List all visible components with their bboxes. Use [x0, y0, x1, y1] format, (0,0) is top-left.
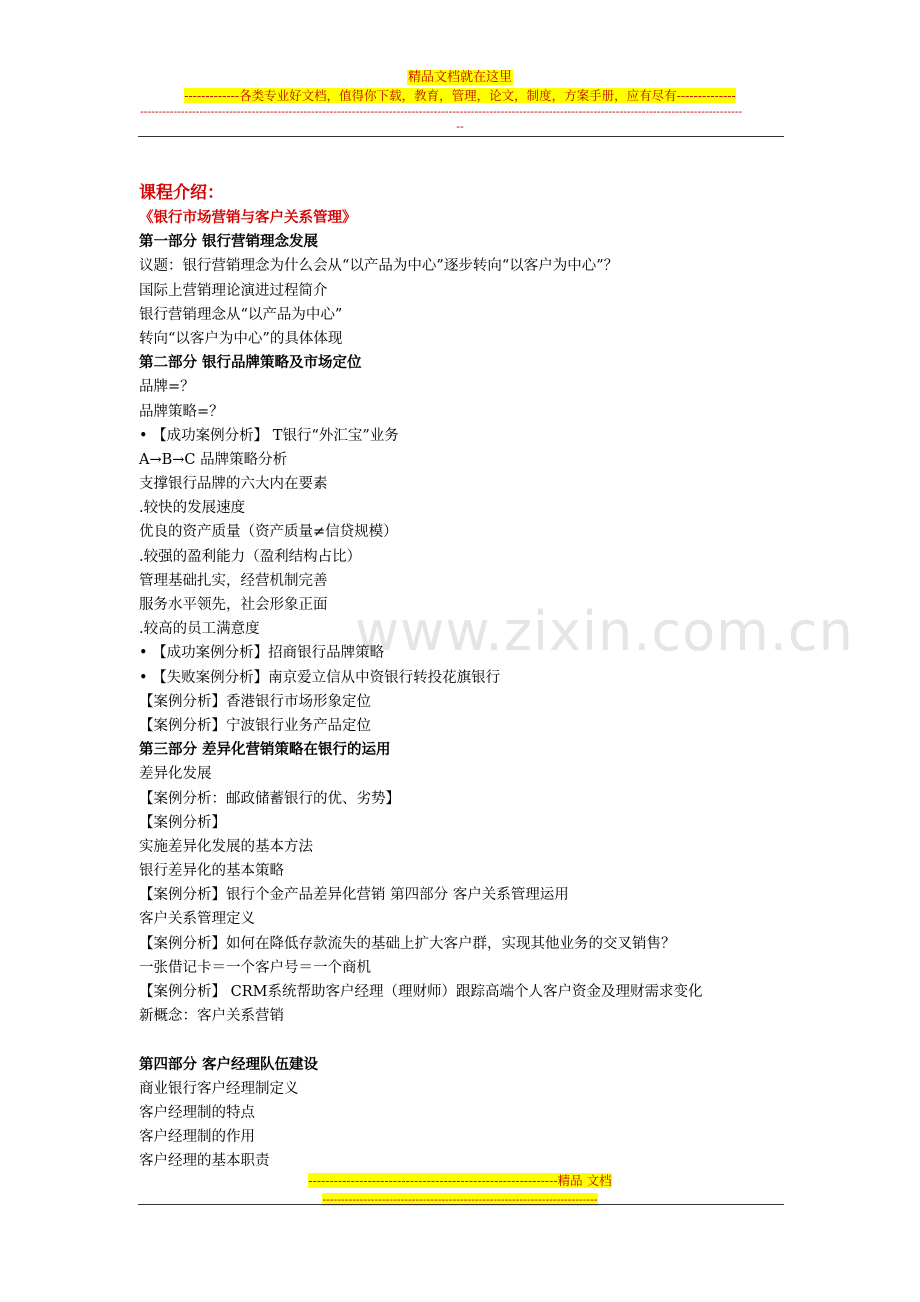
text-line: 支撑银行品牌的六大内在要素 — [139, 476, 328, 493]
text-line: 【案例分析：邮政储蓄银行的优、劣势】 — [139, 790, 400, 807]
footer-text: -----------------------------------------------------------精品 文档 — [308, 1173, 612, 1188]
blank-line — [139, 1028, 789, 1052]
course-heading: 课程介绍： — [139, 183, 224, 203]
section-heading: 第二部分 银行品牌策略及市场定位 — [139, 354, 362, 372]
text-line: 客户经理的基本职责 — [139, 1153, 270, 1170]
text-line: 品牌=？ — [139, 379, 195, 396]
footer-rule — [138, 1204, 784, 1205]
text-line: 一张借记卡＝一个客户号＝一个商机 — [139, 959, 371, 976]
header-title: 精品文档就在这里 — [407, 70, 512, 85]
content-lines — [139, 230, 789, 1173]
text-line: 管理基础扎实，经营机制完善 — [139, 572, 328, 589]
text-line: 服务水平领先，社会形象正面 — [139, 597, 328, 613]
text-line: 客户关系管理定义 — [139, 911, 255, 928]
text-line: .较快的发展速度 — [139, 500, 246, 517]
text-line: 【案例分析】 — [139, 814, 226, 831]
course-book-title: 《银行市场营销与客户关系管理》 — [139, 209, 357, 226]
watermark: www.zixin.com.cn — [355, 600, 854, 663]
text-line: 【案例分析】宁波银行业务产品定位 — [139, 717, 371, 734]
text-line: 客户经理制的作用 — [139, 1129, 255, 1146]
section-heading: 第三部分 差异化营销策略在银行的运用 — [139, 741, 391, 759]
header-rule — [138, 136, 784, 137]
text-line: A→B→C 品牌策略分析 — [139, 451, 288, 468]
text-line: • 【失败案例分析】南京爱立信从中资银行转投花旗银行 — [139, 669, 501, 686]
section-heading: 第四部分 客户经理队伍建设 — [139, 1055, 319, 1073]
text-line: 【案例分析】香港银行市场形象定位 — [139, 693, 371, 710]
text-line: 议题：银行营销理念为什么会从“以产品为中心”逐步转向“以客户为中心”？ — [139, 258, 619, 275]
text-line: 优良的资产质量（资产质量≠信贷规模） — [139, 524, 398, 541]
section-heading: 第一部分 银行营销理念发展 — [139, 233, 319, 251]
text-line: 转向“以客户为中心”的具体体现 — [139, 330, 343, 347]
text-line: 商业银行客户经理制定义 — [139, 1080, 299, 1097]
text-line: 银行差异化的基本策略 — [139, 863, 284, 880]
text-line: 实施差异化发展的基本方法 — [139, 838, 313, 855]
text-line: 差异化发展 — [139, 766, 212, 783]
text-line: 银行营销理念从“以产品为中心” — [139, 306, 343, 323]
text-line: 【案例分析】 CRM系统帮助客户经理（理财师）跟踪高端个人客户资金及理财需求变化 — [139, 984, 703, 1000]
header-dash-tail: -- — [456, 120, 464, 133]
text-line: 【案例分析】银行个金产品差异化营销 第四部分 客户关系管理运用 — [139, 887, 569, 904]
text-line: 客户经理制的特点 — [139, 1104, 255, 1121]
header-dash-line: ------------------------------------------------------------------------------------------------------------------------------------------------------------------ — [140, 105, 743, 118]
header-subtitle: -------------各类专业好文档，值得你下载，教育，管理，论文，制度，方案手册，应有尽有-------------- — [184, 88, 736, 103]
text-line: 国际上营销理论演进过程简介 — [139, 282, 328, 299]
footer-dashes: -------------------------------------------------------------------------- — [322, 1193, 598, 1206]
document-body — [139, 180, 789, 1174]
text-line: 新概念：客户关系营销 — [139, 1008, 284, 1025]
text-line: 品牌策略=？ — [139, 403, 224, 420]
text-line: • 【成功案例分析】招商银行品牌策略 — [139, 645, 385, 662]
text-line: • 【成功案例分析】 T银行“外汇宝”业务 — [139, 427, 399, 444]
text-line: 【案例分析】如何在降低存款流失的基础上扩大客户群，实现其他业务的交叉销售？ — [139, 935, 676, 952]
text-line: .较高的员工满意度 — [139, 621, 260, 638]
text-line: .较强的盈利能力（盈利结构占比） — [139, 548, 362, 565]
